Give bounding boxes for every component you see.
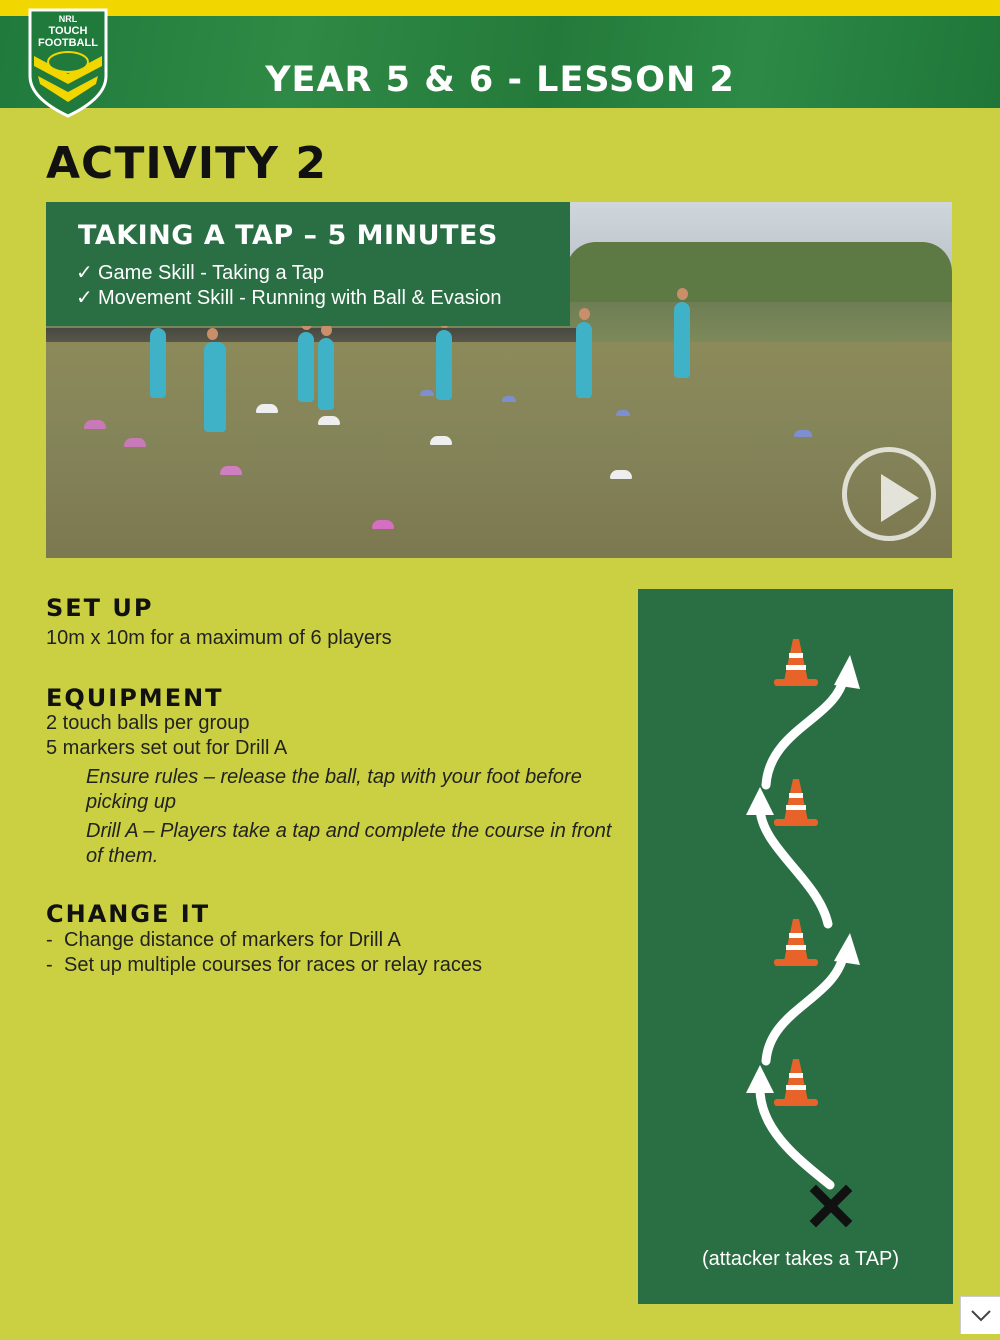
video-marker <box>610 470 632 479</box>
video-marker <box>256 404 278 413</box>
cone-icon <box>774 779 818 826</box>
start-x-marker <box>816 1191 846 1221</box>
video-marker <box>124 438 146 447</box>
arrow-head <box>746 787 774 815</box>
equipment-note: Ensure rules – release the ball, tap with your foot before picking up <box>86 766 582 813</box>
video-marker <box>794 430 812 437</box>
video-marker <box>84 420 106 429</box>
cone-icon <box>774 919 818 966</box>
check-icon: ✓ <box>76 262 93 284</box>
setup-heading: SET UP <box>46 594 154 622</box>
video-player-figure <box>576 322 592 398</box>
video-marker <box>502 396 516 402</box>
video-trees <box>566 242 952 302</box>
arrow-head <box>834 655 860 689</box>
top-stripe <box>0 0 1000 16</box>
play-icon[interactable] <box>842 447 936 541</box>
svg-text:FOOTBALL: FOOTBALL <box>38 37 98 49</box>
change-it-heading: CHANGE IT <box>46 900 211 928</box>
video-marker <box>372 520 394 529</box>
video-player-figure <box>150 328 166 398</box>
scroll-down-button[interactable] <box>960 1296 1000 1334</box>
arrow-head <box>746 1065 774 1093</box>
change-it-item: - Set up multiple courses for races or relay races <box>46 954 482 976</box>
skill-text: Game Skill - Taking a Tap <box>98 262 325 284</box>
arrow-head <box>834 933 860 965</box>
video-marker <box>318 416 340 425</box>
video-player-figure <box>298 332 314 402</box>
video-marker <box>420 390 434 396</box>
diagram-caption: (attacker takes a TAP) <box>701 1248 900 1270</box>
svg-text:TOUCH: TOUCH <box>48 25 88 37</box>
header-bar <box>0 16 1000 108</box>
video-player-figure <box>674 302 690 378</box>
video-marker <box>430 436 452 445</box>
video-marker <box>616 410 630 416</box>
video-caption-box <box>46 202 570 326</box>
caption-title: TAKING A TAP – 5 MINUTES <box>78 220 498 251</box>
video-player-figure <box>204 342 226 432</box>
video-player-figure <box>318 338 334 410</box>
lesson-title: YEAR 5 & 6 - LESSON 2 <box>265 60 735 100</box>
activity-title: ACTIVITY 2 <box>46 138 327 189</box>
video-marker <box>220 466 242 475</box>
drill-diagram-svg <box>638 589 953 1304</box>
check-icon: ✓ <box>76 287 93 309</box>
drill-diagram <box>638 589 953 1304</box>
cone-icon <box>774 639 818 686</box>
equipment-line: 5 markers set out for Drill A <box>46 737 288 759</box>
skill-text: Movement Skill - Running with Ball & Evasion <box>98 287 502 309</box>
equipment-line: 2 touch balls per group <box>46 712 250 734</box>
equipment-heading: EQUIPMENT <box>46 684 224 712</box>
nrl-touch-football-logo <box>24 6 112 118</box>
video-field <box>46 342 952 558</box>
cone-icon <box>774 1059 818 1106</box>
setup-text: 10m x 10m for a maximum of 6 players <box>46 627 392 649</box>
skill-item <box>76 285 502 310</box>
chevron-down-icon <box>961 1297 1000 1335</box>
skill-item <box>76 260 324 285</box>
svg-text:NRL: NRL <box>58 14 78 24</box>
change-it-item: - Change distance of markers for Drill A <box>46 929 401 951</box>
video-player-figure <box>436 330 452 400</box>
equipment-note: Drill A – Players take a tap and complete the course in front of them. <box>86 820 612 867</box>
path-segment <box>766 677 844 785</box>
path-segment <box>766 953 844 1061</box>
